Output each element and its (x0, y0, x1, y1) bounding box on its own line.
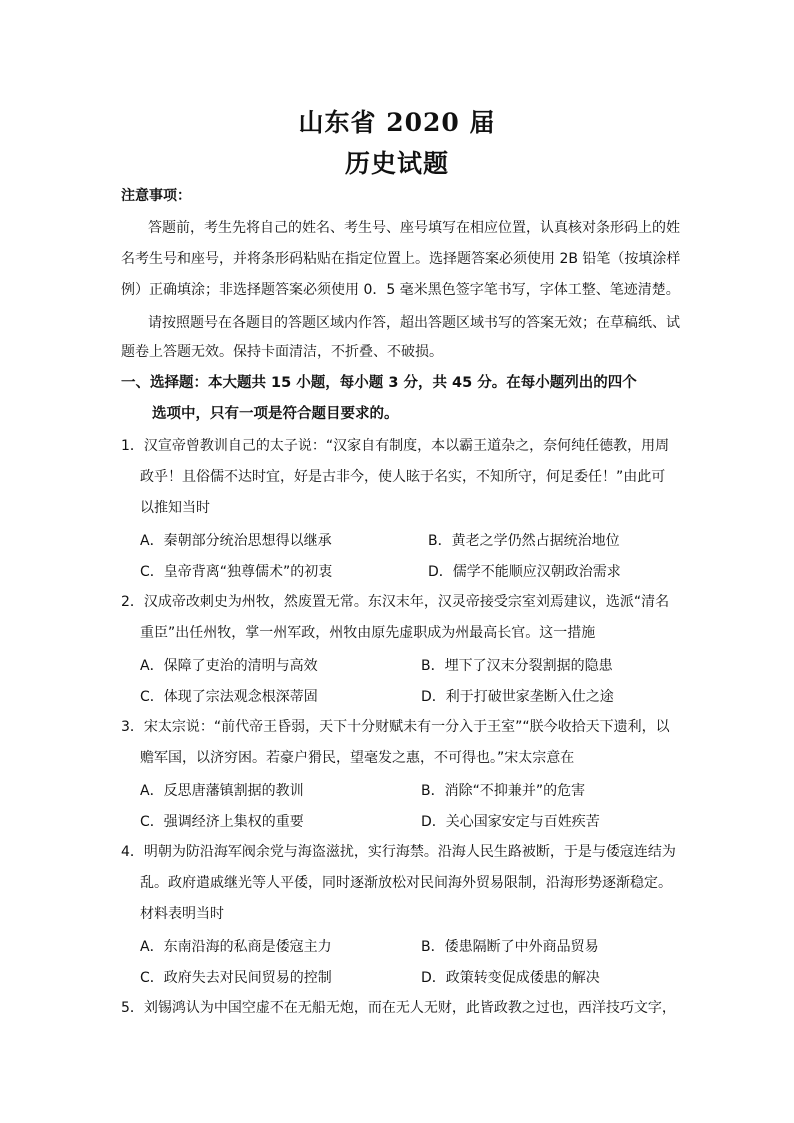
question-1-line-2: 政乎！且俗儒不达时宜，好是古非今，使人眩于名实，不知所守，何足委任！”由此可 (140, 469, 666, 485)
notice-paragraph-1-line-2: 名考生号和座号，并将条形码粘贴在指定位置上。选择题答案必须使用 2B 铅笔（按填涂样 (121, 251, 681, 267)
question-3-option-d: D．关心国家安定与百姓疾苦 (421, 814, 600, 830)
question-1-option-c: C．皇帝背离“独尊儒术”的初衷 (140, 564, 333, 580)
question-5-line-1: 5．刘锡鸿认为中国空虚不在无船无炮，而在无人无财，此皆政教之过也，西洋技巧文字， (121, 1000, 676, 1016)
notice-paragraph-2-line-2: 题卷上答题无效。保持卡面清洁，不折叠、不破损。 (121, 344, 443, 360)
question-1-option-b: B．黄老之学仍然占据统治地位 (428, 533, 620, 549)
question-4-line-2: 乱。政府遣戚继光等人平倭，同时逐渐放松对民间海外贸易限制，沿海形势逐渐稳定。 (140, 875, 672, 891)
question-4-line-3: 材料表明当时 (140, 906, 224, 922)
section-heading-line-1: 一、选择题：本大题共 15 小题，每小题 3 分，共 45 分。在每小题列出的四个 (121, 375, 637, 391)
notice-paragraph-1-line-1: 答题前，考生先将自己的姓名、考生号、座号填写在相应位置，认真核对条形码上的姓 (148, 220, 680, 236)
question-3-line-2: 赡军国，以济穷困。若豪户猾民，望毫发之惠，不可得也。”宋太宗意在 (140, 750, 575, 766)
question-3-line-1: 3．宋太宗说：“前代帝王昏弱，天下十分财赋未有一分入于王室”“朕今收拾天下遗利，以 (121, 719, 670, 735)
question-2-option-d: D．利于打破世家垄断入仕之途 (421, 689, 614, 705)
question-3-option-a: A．反思唐藩镇割据的教训 (140, 783, 304, 799)
question-3-option-b: B．消除“不抑兼并”的危害 (421, 783, 586, 799)
question-1-option-d: D．儒学不能顺应汉朝政治需求 (428, 564, 621, 580)
question-2-option-a: A．保障了吏治的清明与高效 (140, 658, 318, 674)
question-4-option-a: A．东南沿海的私商是倭寇主力 (140, 939, 332, 955)
question-4-option-d: D．政策转变促成倭患的解决 (421, 970, 600, 986)
notice-paragraph-2-line-1: 请按照题号在各题目的答题区域内作答，超出答题区域书写的答案无效；在草稿纸、试 (148, 315, 680, 331)
question-4-option-b: B．倭患隔断了中外商品贸易 (421, 939, 599, 955)
notice-heading: 注意事项： (121, 188, 191, 204)
section-heading-line-2: 选项中，只有一项是符合题目要求的。 (152, 406, 399, 422)
question-2-line-2: 重臣”出任州牧，掌一州军政，州牧由原先虚职成为州最高长官。这一措施 (140, 625, 596, 641)
exam-title-line2: 历史试题 (344, 149, 449, 178)
question-1-line-3: 以推知当时 (140, 500, 210, 516)
notice-paragraph-1-line-3: 例）正确填涂；非选择题答案必须使用 0．5 毫米黑色签字笔书写，字体工整、笔迹清楚。 (121, 282, 680, 298)
question-2-line-1: 2．汉成帝改刺史为州牧，然废置无常。东汉末年，汉灵帝接受宗室刘焉建议，选派“清名 (121, 594, 670, 610)
question-2-option-b: B．埋下了汉末分裂割据的隐患 (421, 658, 613, 674)
question-2-option-c: C．体现了宗法观念根深蒂固 (140, 689, 318, 705)
question-4-line-1: 4．明朝为防沿海军阀余党与海盗滋扰，实行海禁。沿海人民生路被断，于是与倭寇连结为 (121, 844, 676, 860)
question-3-option-c: C．强调经济上集权的重要 (140, 814, 304, 830)
question-4-option-c: C．政府失去对民间贸易的控制 (140, 970, 332, 986)
question-1-option-a: A．秦朝部分统治思想得以继承 (140, 533, 332, 549)
exam-title-line1: 山东省 2020 届 (298, 108, 496, 137)
question-1-line-1: 1．汉宣帝曾教训自己的太子说：“汉家自有制度，本以霸王道杂之，奈何纯任德教，用周 (121, 438, 670, 454)
